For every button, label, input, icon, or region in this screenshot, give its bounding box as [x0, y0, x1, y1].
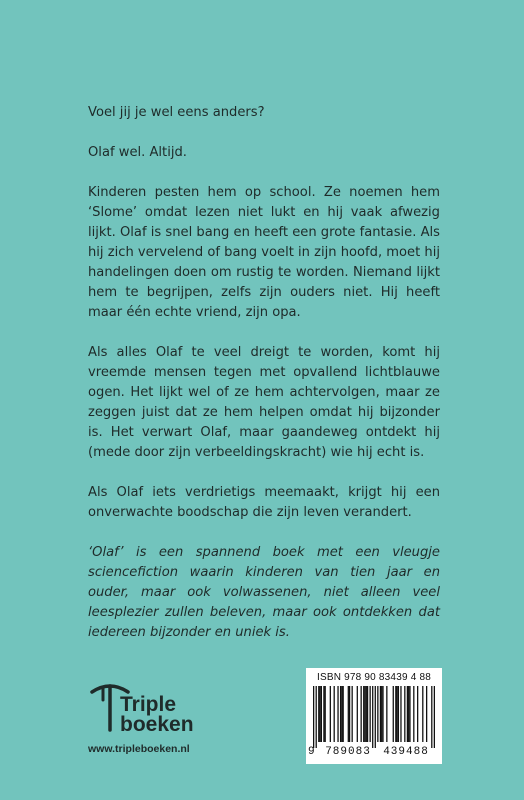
barcode-bar [318, 686, 319, 742]
barcode-bar [367, 686, 368, 742]
barcode-bar [381, 686, 382, 742]
barcode-bar [363, 686, 364, 742]
barcode-bar [357, 686, 358, 742]
barcode-bar [323, 686, 324, 742]
barcode-bar [404, 686, 405, 742]
barcode-bar [408, 686, 409, 742]
barcode-bar [393, 686, 394, 742]
barcode-bar [337, 686, 338, 742]
blurb-question: Voel jij je wel eens anders? [88, 105, 265, 120]
blurb-summary: ‘Olaf’ is een spannend boek met een vleugje sciencefiction waarin kinderen van tien jaar en ouder, maar ook volwassenen, niet alleen veel leesplezier zullen beleven, maar ook ontdekken dat iedereen bijzonder en uniek is. [88, 545, 440, 640]
barcode-bars [313, 686, 435, 748]
barcode-bar [330, 686, 331, 742]
barcode-bar [340, 686, 341, 742]
barcode-bar [400, 686, 401, 742]
barcode-bar [319, 686, 320, 742]
barcode-bar [395, 686, 396, 742]
barcode-bar [313, 686, 314, 748]
barcode-bar [407, 686, 408, 742]
barcode-bar [341, 686, 342, 742]
barcode-bar [316, 686, 317, 748]
barcode-bar [364, 686, 365, 742]
blurb-answer: Olaf wel. Altijd. [88, 145, 187, 160]
barcode-bar [380, 686, 381, 742]
barcode-bar [375, 686, 376, 748]
barcode-bar [370, 686, 371, 742]
barcode-bar [396, 686, 397, 742]
isbn-label: ISBN 978 90 83439 4 88 [317, 672, 431, 683]
barcode-bar [434, 686, 435, 748]
barcode-bar [398, 686, 399, 742]
ean-first-digit: 9 [308, 746, 315, 758]
barcode-bar [413, 686, 414, 742]
back-cover-blurb [88, 103, 440, 663]
barcode-bar [325, 686, 326, 742]
barcode-bar [386, 686, 387, 742]
publisher-name-line1: Triple [120, 693, 177, 716]
ean-left-digits: 789083 [325, 746, 371, 758]
blurb-paragraph-1: Kinderen pesten hem op school. Ze noemen hem ‘Slome’ omdat lezen niet lukt en hij vaak afwezig lijkt. Olaf is snel bang en heeft een grote fantasie. Als hij zich vervelend of bang voelt in zijn hoofd, moet hij handelingen doen om rustig te worden. Niemand lijkt hem te begrijpen, zelfs zijn ouders niet. Hij heeft maar één echte vriend, zijn opa. [88, 185, 440, 320]
barcode-bar [352, 686, 353, 742]
barcode-bar [349, 686, 350, 742]
barcode-bar [366, 686, 367, 742]
publisher-name-line2: boeken [120, 713, 194, 736]
barcode-bar [382, 686, 383, 742]
barcode-bar [431, 686, 432, 748]
barcode-bar [422, 686, 423, 742]
barcode-bar [417, 686, 418, 742]
publisher-website: www.tripleboeken.nl [88, 743, 190, 755]
isbn-barcode [306, 668, 442, 764]
ean-right-digits: 439488 [383, 746, 429, 758]
barcode-bar [334, 686, 335, 742]
barcode-bar [372, 686, 373, 748]
barcode-bar [409, 686, 410, 742]
barcode-bar [348, 686, 349, 742]
barcode-bar [361, 686, 362, 742]
barcode-bar [377, 686, 378, 742]
barcode-bar [343, 686, 344, 742]
barcode-bar [321, 686, 322, 742]
blurb-paragraph-2: Als alles Olaf te veel dreigt te worden, komt hij vreemde mensen tegen met opvallend lichtblauwe ogen. Het lijkt wel of ze hem achtervolgen, maar ze zeggen juist dat ze hem helpen omdat hij bijzonder is. Het verwart Olaf, maar gaandeweg ontdekt hij (mede door zijn verbeeldingskracht) wie hij echt is. [88, 345, 440, 460]
blurb-paragraph-3: Als Olaf iets verdrietigs meemaakt, krijgt hij een onverwachte boodschap die zijn leven verandert. [88, 485, 440, 520]
barcode-bar [426, 686, 427, 742]
